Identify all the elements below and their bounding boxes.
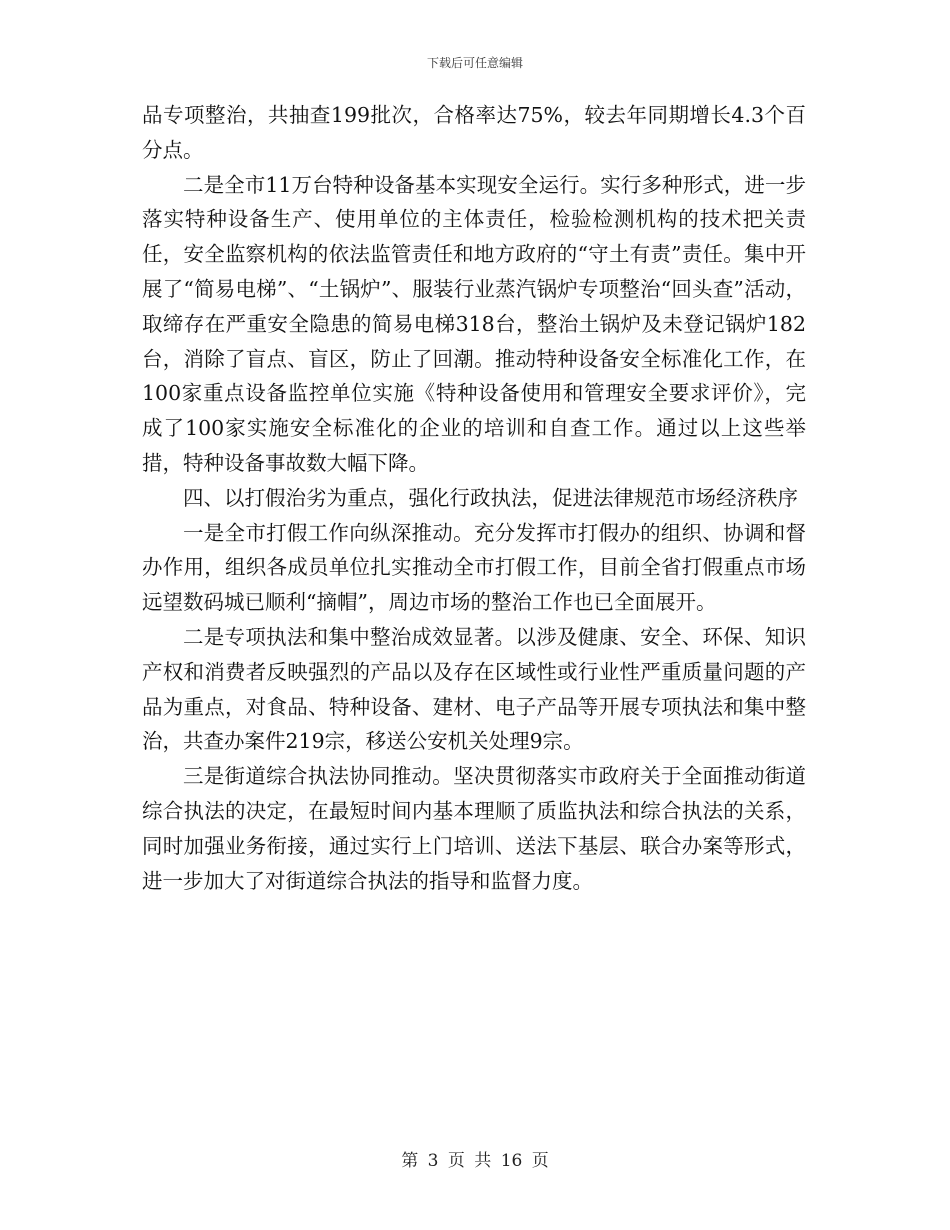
paragraph-street-enforcement: 三是街道综合执法协同推动。坚决贯彻落实市政府关于全面推动街道综合执法的决定，在最短时间内基本理顺了质监执法和综合执法的关系，同时加强业务衔接，通过实行上门培训、送法下基层、联合办案等形式，进一步加大了对街道综合执法的指导和监督力度。 [142,764,806,893]
paragraph-special-enforcement: 二是专项执法和集中整治成效显著。以涉及健康、安全、环保、知识产权和消费者反映强烈的产品以及存在区域性或行业性严重质量问题的产品为重点，对食品、特种设备、建材、电子产品等开展专项执法和集中整治，共查办案件219宗，移送公安机关处理9宗。 [142,624,806,754]
section-heading-four: 四、以打假治劣为重点，强化行政执法，促进法律规范市场经济秩序 [183,485,798,510]
page-footer: 第 3 页 共 16 页 [401,1151,549,1171]
document-body [142,98,806,898]
paragraph-special-equipment: 二是全市11万台特种设备基本实现安全运行。实行多种形式，进一步落实特种设备生产、使用单位的主体责任，检验检测机构的技术把关责任，安全监察机构的依法监管责任和地方政府的“守土有责”责任。集中开展了“简易电梯”、“土锅炉”、服装行业蒸汽锅炉专项整治“回头查”活动，取缔存在严重安全隐患的简易电梯318台，整治土锅炉及未登记锅炉182台，消除了盲点、盲区，防止了回潮。推动特种设备安全标准化工作，在100家重点设备监控单位实施《特种设备使用和管理安全要求评价》，完成了100家实施安全标准化的企业的培训和自查工作。通过以上这些举措，特种设备事故数大幅下降。 [142,172,806,475]
page-header: 下载后可任意编辑 [426,56,523,70]
paragraph-continuation: 品专项整治，共抽查199批次，合格率达75%，较去年同期增长4.3个百分点。 [142,103,806,162]
paragraph-anti-counterfeit: 一是全市打假工作向纵深推动。充分发挥市打假办的组织、协调和督办作用，组织各成员单位扎实推动全市打假工作，目前全省打假重点市场远望数码城已顺利“摘帽”，周边市场的整治工作也已全面展开。 [142,520,806,615]
